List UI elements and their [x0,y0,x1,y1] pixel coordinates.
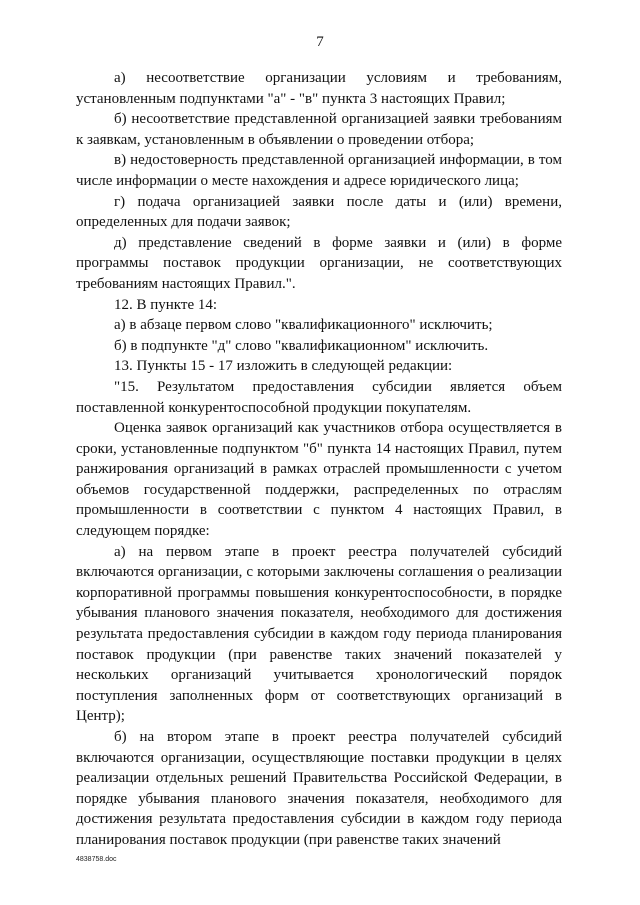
paragraph-9: 13. Пункты 15 - 17 изложить в следующей редакции: [114,358,453,375]
paragraph-8: б) в подпункте "д" слово "квалификационном" исключить. [114,337,489,354]
paragraph-3: в) недостоверность представленной организацией информации, в том числе информации о месте нахождения и адресе юридического лица; [76,152,562,189]
document-footer: 4838758.doc [76,856,117,863]
paragraph-13: б) на втором этапе в проект реестра получателей субсидий включаются организации, осуществляющие поставки продукции в целях реализации отдельных решений Правительства Российской Федерации, в порядке убывания планового значения показателя, необходимого для достижения результата предоставления субсидии в каждом году периода планирования поставок продукции (при равенстве таких значений [76,729,562,848]
paragraph-4: г) подача организацией заявки после даты и (или) времени, определенных для подачи заявок; [76,193,562,231]
document-body [76,68,562,851]
page-number: 7 [316,34,324,50]
paragraph-10: "15. Результатом предоставления субсидии является объем поставленной конкурентоспособной продукции покупателям. [76,378,562,416]
paragraph-12: а) на первом этапе в проект реестра получателей субсидий включаются организации, с которыми заключены соглашения о реализации корпоративной программы повышения конкурентоспособности, в порядке убывания планового значения показателя, необходимого для достижения результата предоставления субсидии в каждом году периода планирования поставок продукции (при равенстве таких значений показателей у нескольких организаций учитывается хронологический порядок поступления заполненных форм от соответствующих организаций в Центр); [76,543,562,725]
paragraph-5: д) представление сведений в форме заявки и (или) в форме программы поставок продукции организации, не соответствующих требованиям настоящих Правил.". [76,234,562,292]
paragraph-2: б) несоответствие представленной организацией заявки требованиям к заявкам, установленным в объявлении о проведении отбора; [76,111,562,148]
paragraph-6: 12. В пункте 14: [114,296,218,313]
paragraph-11: Оценка заявок организаций как участников отбора осуществляется в сроки, установленные подпунктом "б" пункта 14 настоящих Правил, путем ранжирования организаций в рамках отраслей промышленности с учетом объемов государственной поддержки, распределенных по отраслям промышленности в соответствии с пунктом 4 настоящих Правил, в следующем порядке: [76,420,562,540]
paragraph-1: а) несоответствие организации условиям и требованиям, установленным подпунктами "а" - "в" пункта 3 настоящих Правил; [76,70,562,107]
paragraph-7: а) в абзаце первом слово "квалификационного" исключить; [114,317,493,334]
